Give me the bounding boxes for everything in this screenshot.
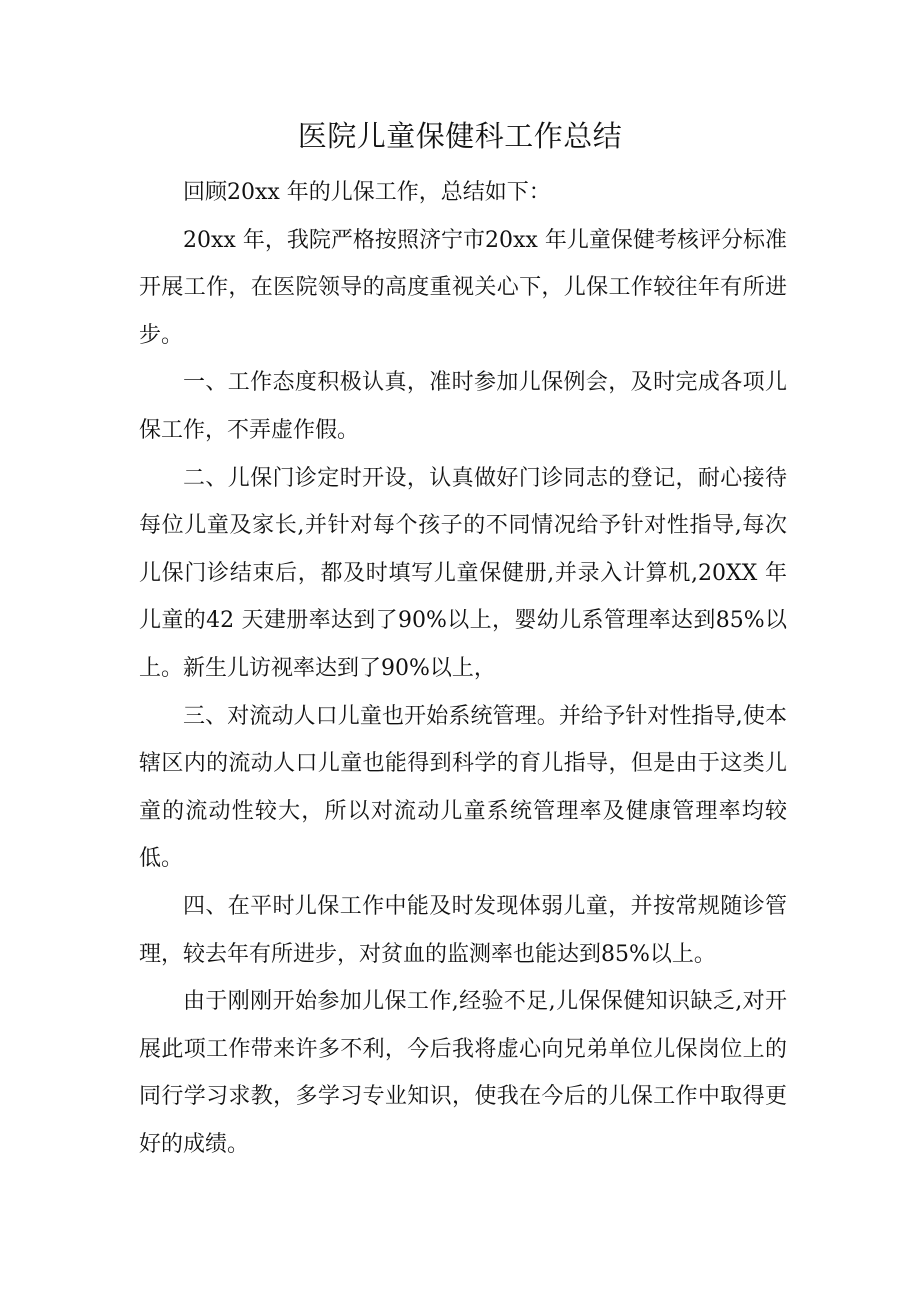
- paragraph-overview: 20xx 年，我院严格按照济宁市20xx 年儿童保健考核评分标准开展工作，在医院领导的高度重视关心下，儿保工作较往年有所进步。: [139, 227, 787, 348]
- paragraph-point-1: 一、工作态度积极认真，准时参加儿保例会，及时完成各项儿保工作，不弄虚作假。: [139, 370, 787, 443]
- document-title: 医院儿童保健科工作总结: [297, 119, 623, 153]
- paragraph-point-4: 四、在平时儿保工作中能及时发现体弱儿童，并按常规随诊管理，较去年有所进步，对贫血的监测率也能达到85%以上。: [139, 893, 787, 967]
- paragraph-point-3: 三、对流动人口儿童也开始系统管理。并给予针对性指导,使本辖区内的流动人口儿童也能得到科学的育儿指导，但是由于这类儿童的流动性较大，所以对流动儿童系统管理率及健康管理率均较低。: [139, 703, 787, 872]
- paragraph-conclusion: 由于刚刚开始参加儿保工作,经验不足,儿保保健知识缺乏,对开展此项工作带来许多不利，今后我将虚心向兄弟单位儿保岗位上的同行学习求教，多学习专业知识，使我在今后的儿保工作中取得更好的成绩。: [139, 989, 787, 1157]
- document-body: [139, 169, 787, 1168]
- paragraph-intro: 回顾20xx 年的儿保工作，总结如下：: [183, 180, 551, 205]
- paragraph-point-2: 二、儿保门诊定时开设，认真做好门诊同志的登记，耐心接待每位儿童及家长,并针对每个孩子的不同情况给予针对性指导,每次儿保门诊结束后，都及时填写儿童保健册,并录入计算机,20XX 年儿童的42 天建册率达到了90%以上，婴幼儿系管理率达到85%以上。新生儿访视率达到了90%以上，: [139, 465, 787, 681]
